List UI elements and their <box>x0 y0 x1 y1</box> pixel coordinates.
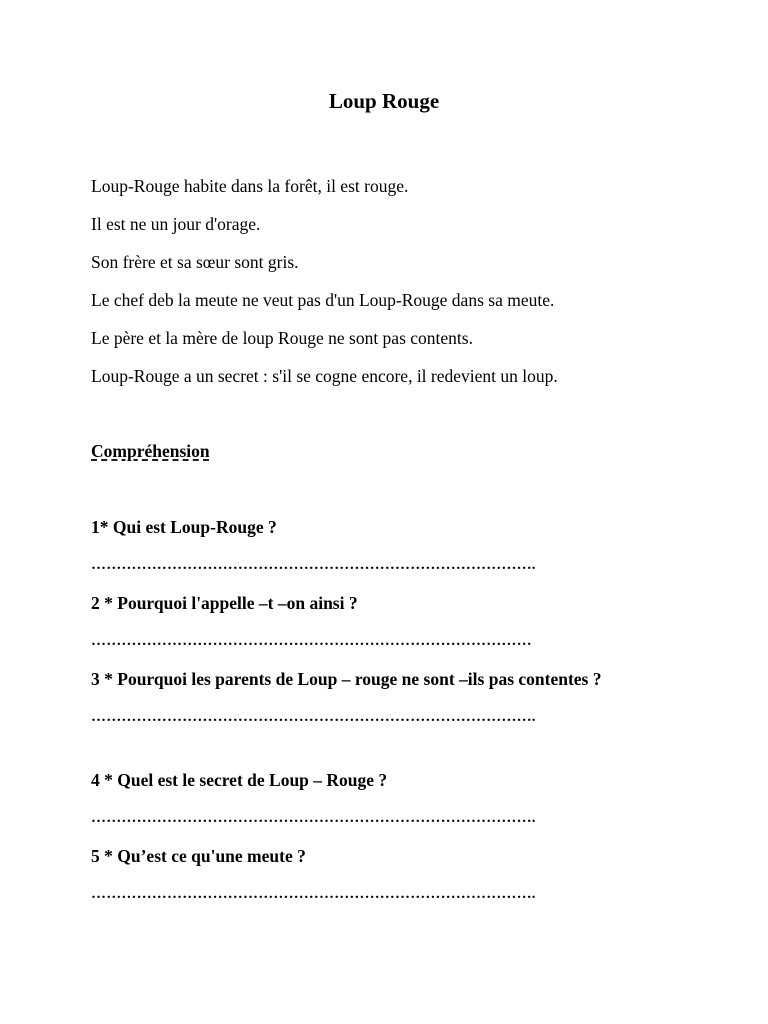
question-block-3 <box>91 667 681 727</box>
answer-line: ……………………………………………………………………………. <box>91 709 536 725</box>
question-block-4 <box>91 768 681 828</box>
document-title: Loup Rouge <box>328 89 440 113</box>
question-text: 1* Qui est Loup-Rouge ? <box>91 517 277 537</box>
answer-line: ……………………………………………………………………………. <box>91 810 536 826</box>
story-text <box>91 174 691 402</box>
question-text: 5 * Qu’est ce qu'une meute ? <box>91 846 306 866</box>
answer-line: ……………………………………………………………………………. <box>91 557 536 573</box>
story-line: Le chef deb la meute ne veut pas d'un Loup-Rouge dans sa meute. <box>91 290 555 310</box>
answer-line: …………………………………………………………………………… <box>91 633 532 649</box>
comprehension-heading: Compréhension <box>91 441 210 461</box>
answer-line: ……………………………………………………………………………. <box>91 886 536 902</box>
question-block-2 <box>91 591 681 651</box>
question-text: 3 * Pourquoi les parents de Loup – rouge ne sont –ils pas contentes ? <box>91 669 602 689</box>
story-line: Le père et la mère de loup Rouge ne sont pas contents. <box>91 328 473 348</box>
story-line: Loup-Rouge a un secret : s'il se cogne encore, il redevient un loup. <box>91 366 558 386</box>
story-line: Loup-Rouge habite dans la forêt, il est rouge. <box>91 176 409 196</box>
story-line: Son frère et sa sœur sont gris. <box>91 252 299 272</box>
question-text: 4 * Quel est le secret de Loup – Rouge ? <box>91 770 388 790</box>
question-block-1 <box>91 515 681 575</box>
question-block-5 <box>91 844 681 904</box>
story-line: Il est ne un jour d'orage. <box>91 214 261 234</box>
question-text: 2 * Pourquoi l'appelle –t –on ainsi ? <box>91 593 358 613</box>
